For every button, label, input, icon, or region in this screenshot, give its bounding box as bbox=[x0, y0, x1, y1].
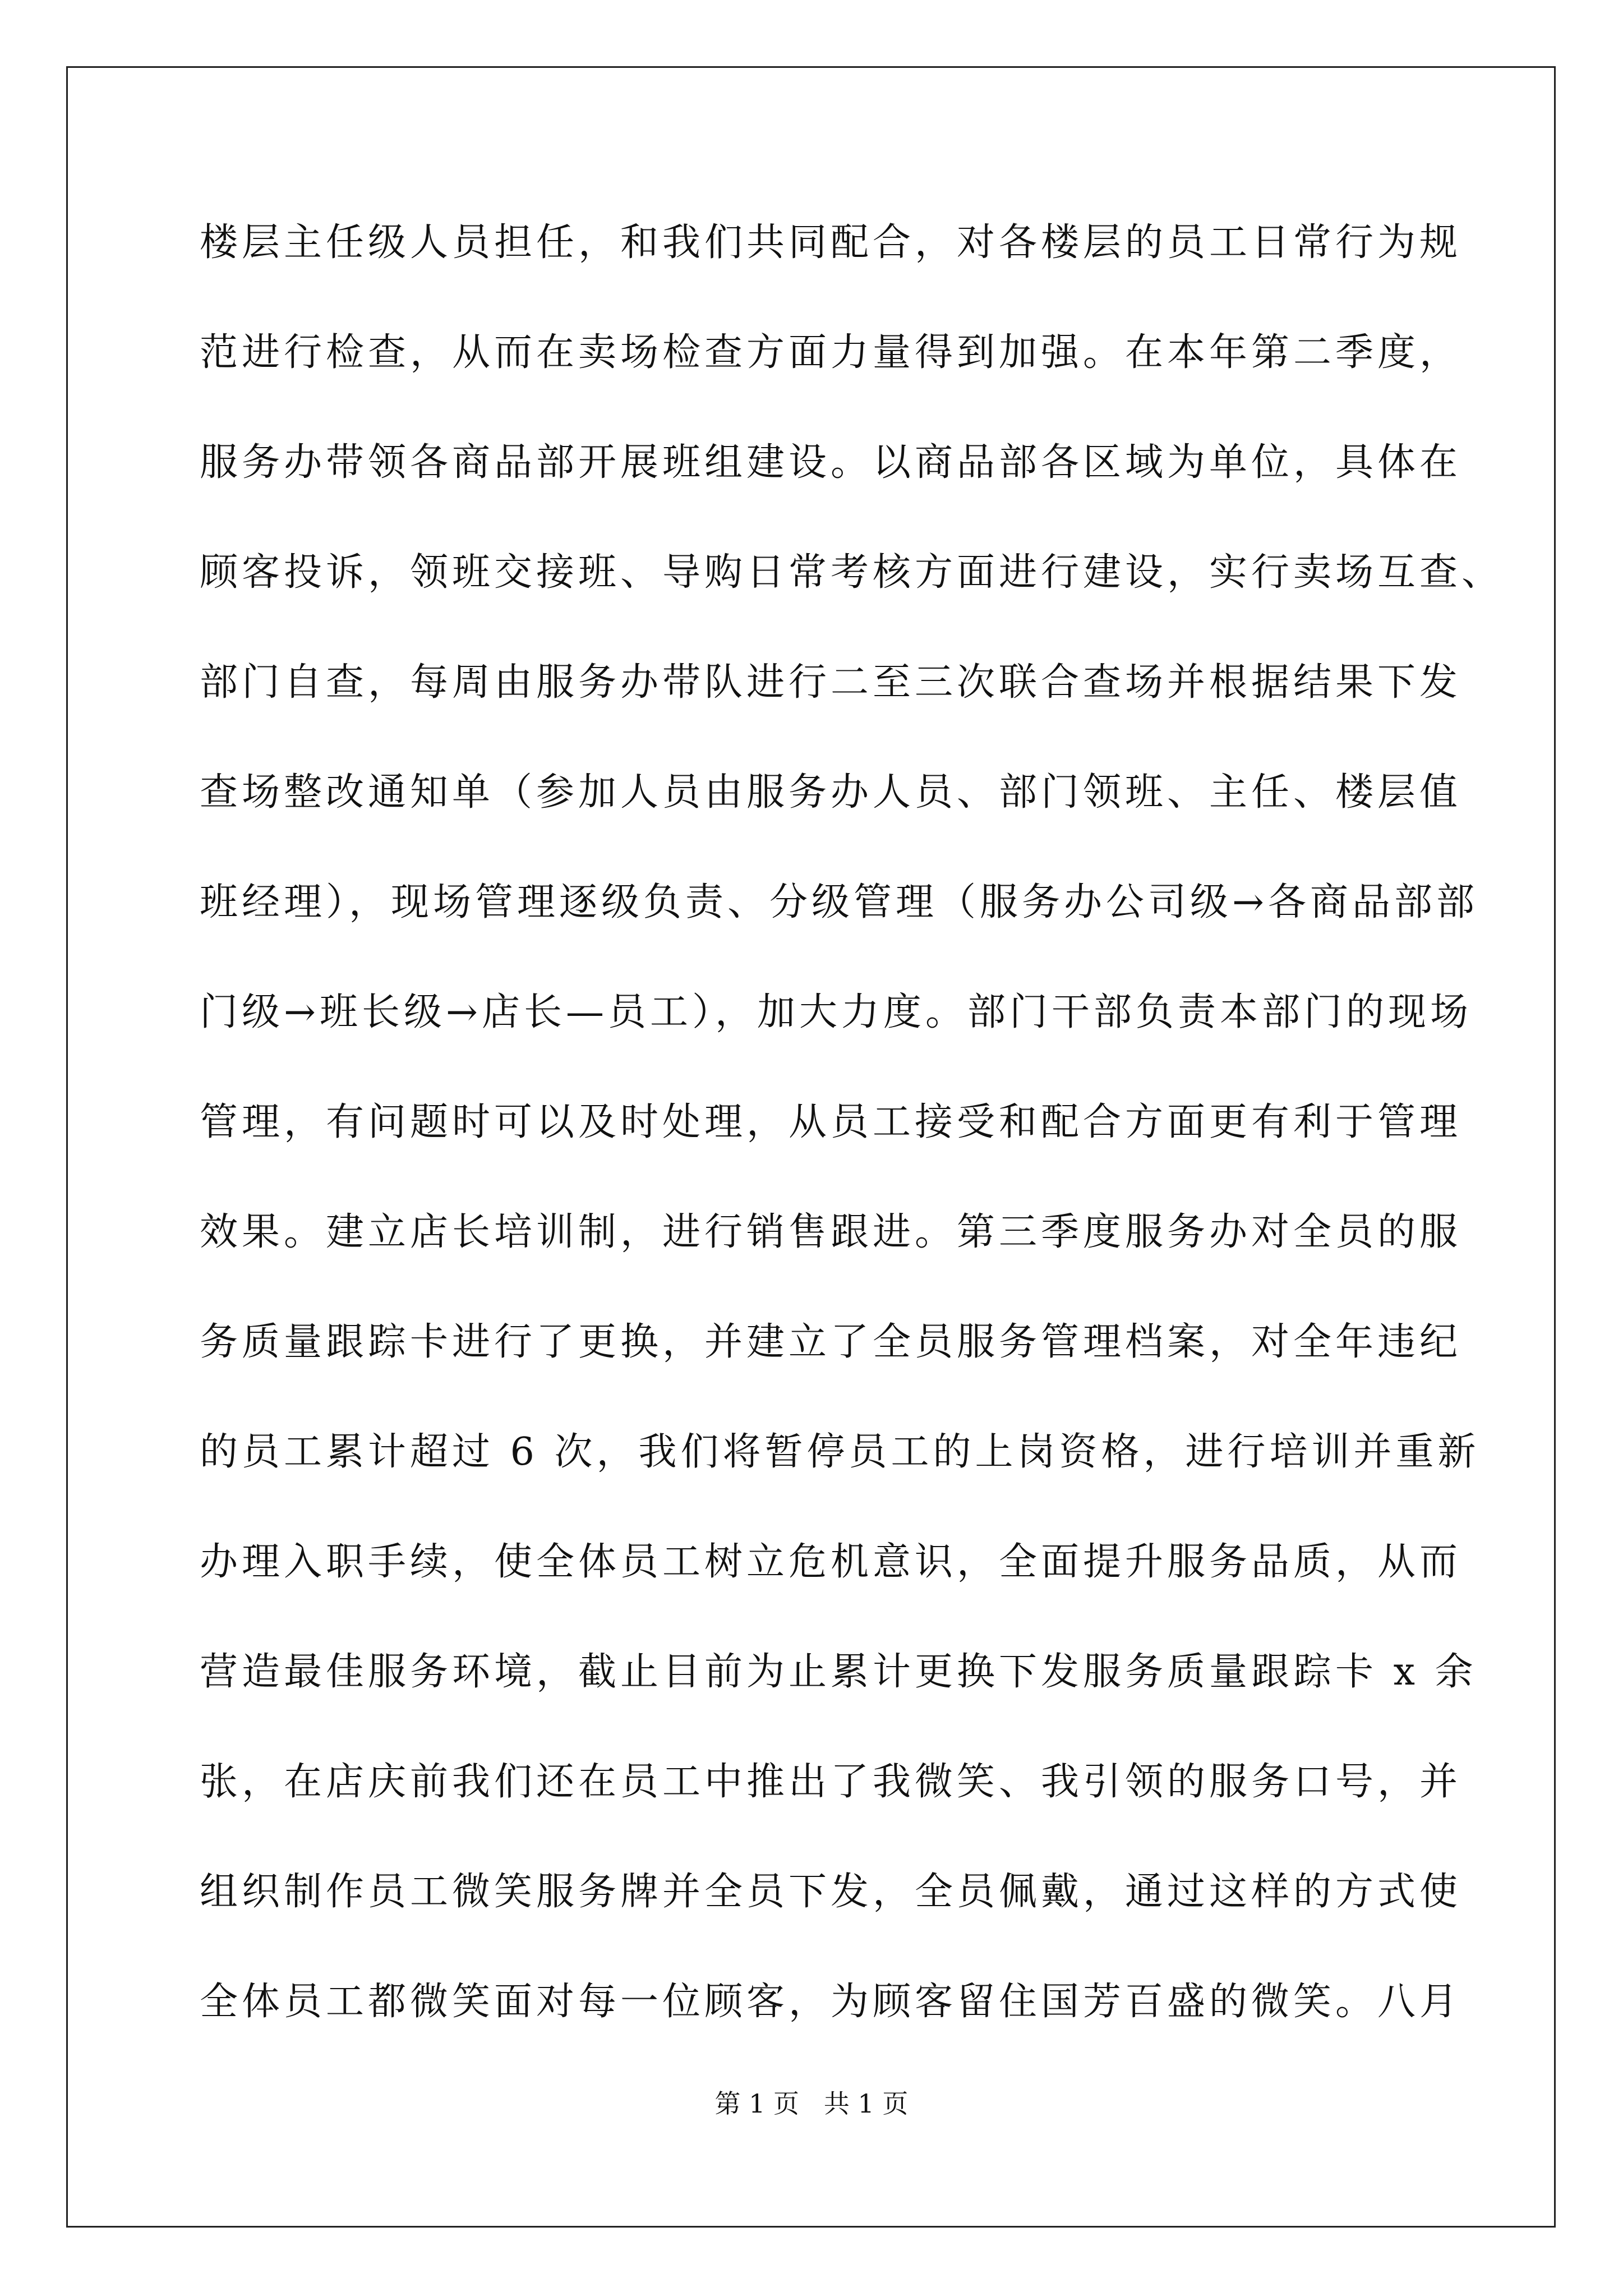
text-line: 楼层主任级人员担任，和我们共同配合，对各楼层的员工日常行为规 bbox=[200, 220, 1462, 265]
text-line: 班经理），现场管理逐级负责、分级管理（服务办公司级→各商品部部 bbox=[200, 880, 1478, 924]
text-line: 效果。建立店长培训制，进行销售跟进。第三季度服务办对全员的服 bbox=[200, 1210, 1462, 1254]
text-line: 服务办带领各商品部开展班组建设。以商品部各区域为单位，具体在 bbox=[200, 440, 1462, 485]
text-line: 管理，有问题时可以及时处理，从员工接受和配合方面更有利于管理 bbox=[200, 1100, 1462, 1144]
text-line: 张，在店庆前我们还在员工中推出了我微笑、我引领的服务口号，并 bbox=[200, 1760, 1462, 1804]
text-line: 范进行检查，从而在卖场检查方面力量得到加强。在本年第二季度， bbox=[200, 330, 1462, 375]
text-line: 查场整改通知单（参加人员由服务办人员、部门领班、主任、楼层值 bbox=[200, 770, 1462, 815]
text-line: 的员工累计超过 6 次，我们将暂停员工的上岗资格，进行培训并重新 bbox=[200, 1430, 1480, 1474]
text-line: 办理入职手续，使全体员工树立危机意识，全面提升服务品质，从而 bbox=[200, 1540, 1462, 1584]
text-line: 顾客投诉，领班交接班、导购日常考核方面进行建设，实行卖场互查、 bbox=[200, 550, 1504, 595]
page-number: 第 1 页 共 1 页 bbox=[714, 2088, 909, 2119]
document-body bbox=[200, 216, 1504, 2085]
text-line: 务质量跟踪卡进行了更换，并建立了全员服务管理档案，对全年违纪 bbox=[200, 1320, 1462, 1364]
text-line: 门级→班长级→店长—员工），加大力度。部门干部负责本部门的现场 bbox=[200, 990, 1472, 1034]
text-line: 全体员工都微笑面对每一位顾客，为顾客留住国芳百盛的微笑。八月 bbox=[200, 1980, 1462, 2024]
text-line: 组织制作员工微笑服务牌并全员下发，全员佩戴，通过这样的方式使 bbox=[200, 1870, 1462, 1914]
text-line: 部门自查，每周由服务办带队进行二至三次联合查场并根据结果下发 bbox=[200, 660, 1462, 705]
text-line: 营造最佳服务环境，截止目前为止累计更换下发服务质量跟踪卡 x 余 bbox=[200, 1650, 1477, 1694]
